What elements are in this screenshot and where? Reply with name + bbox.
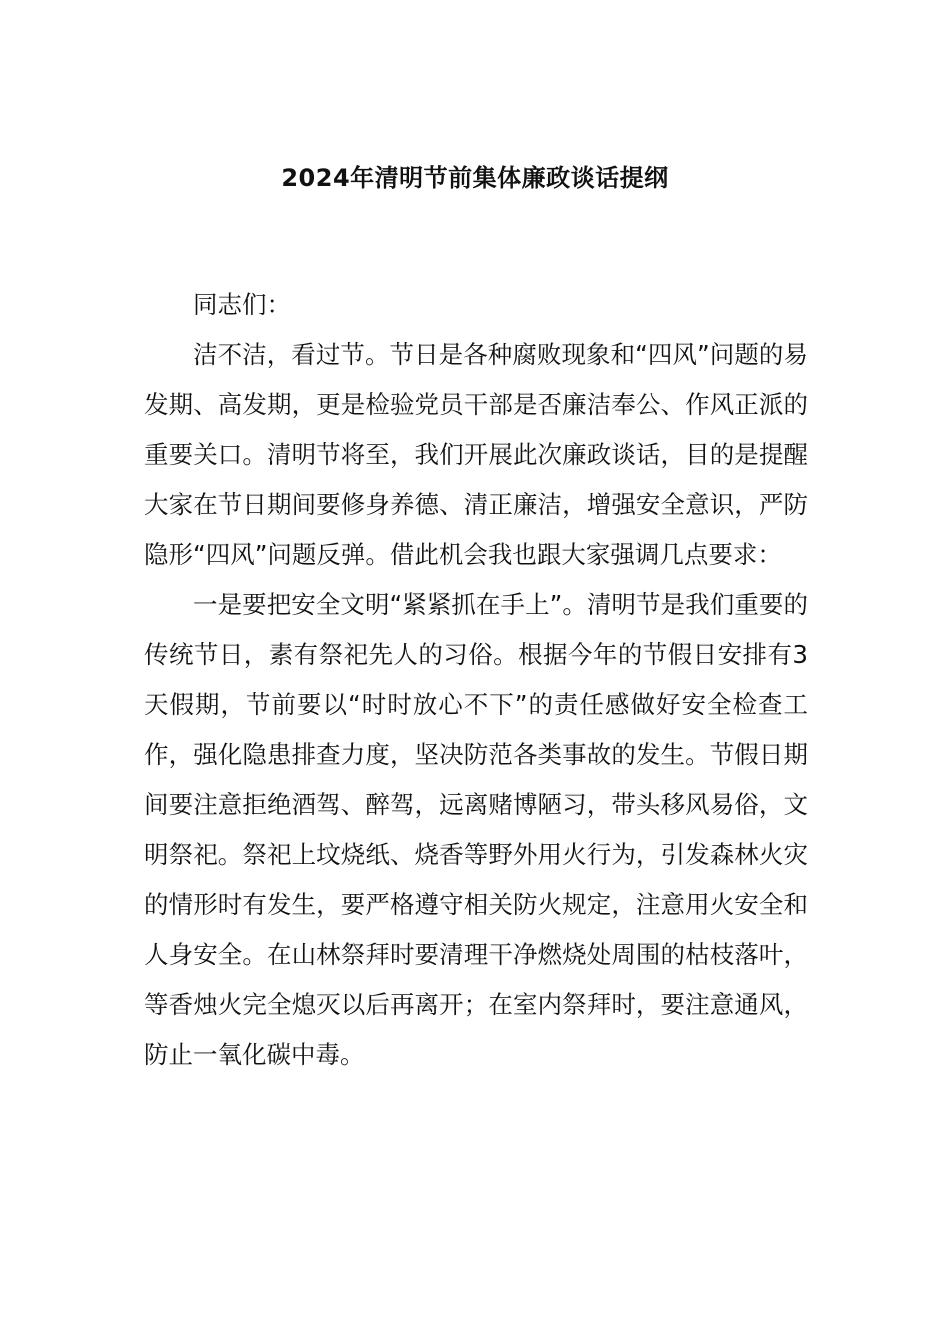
requirement-one-paragraph: 一是要把安全文明“紧紧抓在手上”。清明节是我们重要的传统节日，素有祭祀先人的习俗。根据今年的节假日安排有3天假期，节前要以“时时放心不下”的责任感做好安全检查工作，强化隐患排查力度，坚决防范各类事故的发生。节假日期间要注意拒绝酒驾、醉驾，远离赌博陋习，带头移风易俗，文明祭祀。祭祀上坟烧纸、烧香等野外用火行为，引发森林火灾的情形时有发生，要严格遵守相关防火规定，注意用火安全和人身安全。在山林祭拜时要清理干净燃烧处周围的枯枝落叶，等香烛火完全熄灭以后再离开；在室内祭拜时，要注意通风，防止一氧化碳中毒。 bbox=[144, 590, 808, 1069]
document-body bbox=[144, 280, 808, 1080]
intro-paragraph: 洁不洁，看过节。节日是各种腐败现象和“四风”问题的易发期、高发期，更是检验党员干部是否廉洁奉公、作风正派的重要关口。清明节将至，我们开展此次廉政谈话，目的是提醒大家在节日期间要修身养德、清正廉洁，增强安全意识，严防隐形“四风”问题反弹。借此机会我也跟大家强调几点要求： bbox=[144, 340, 808, 569]
salutation-paragraph: 同志们： bbox=[193, 290, 291, 319]
document-title: 2024年清明节前集体廉政谈话提纲 bbox=[281, 164, 669, 192]
